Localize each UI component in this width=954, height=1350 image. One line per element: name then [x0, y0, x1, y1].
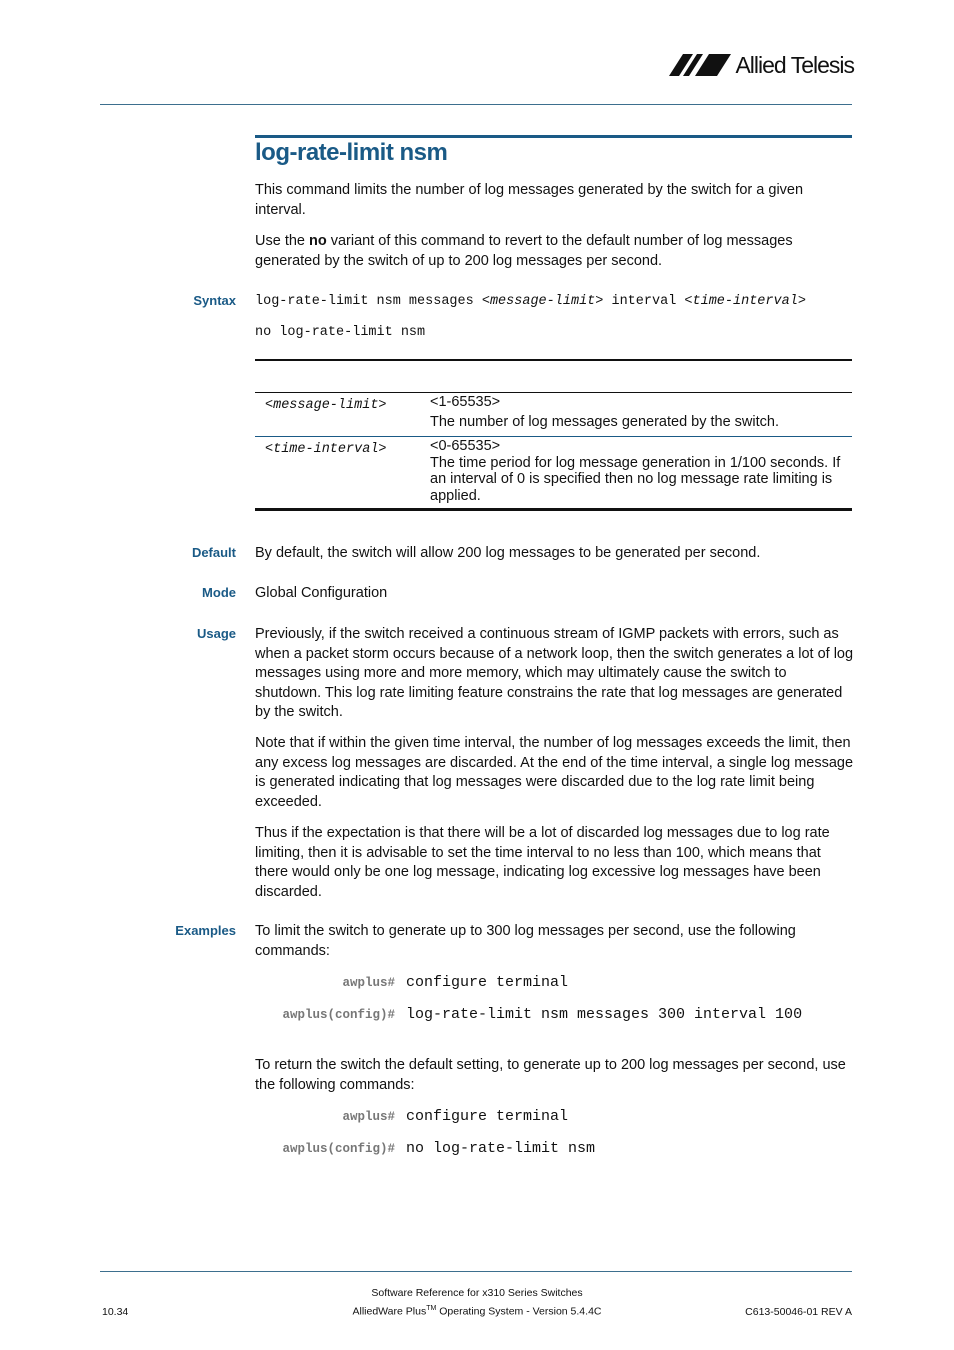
mode-label: Mode	[202, 585, 236, 600]
no-variant-pre: Use the	[255, 233, 309, 249]
examples-label: Examples	[175, 923, 236, 938]
allied-telesis-logo-mark-icon	[669, 54, 731, 76]
intro-paragraph: This command limits the number of log messages generated by the switch for a given interval.	[255, 182, 804, 218]
cli-prompt: awplus(config)#	[282, 1142, 395, 1156]
default-text: By default, the switch will allow 200 log messages to be generated per second.	[255, 545, 761, 561]
syntax-line-2: no log-rate-limit nsm	[255, 325, 426, 340]
param-name: <time-interval>	[265, 442, 387, 457]
syntax-label: Syntax	[193, 293, 236, 308]
cli-command: log-rate-limit nsm messages 300 interval 100	[406, 1006, 803, 1023]
page-number: 10.34	[102, 1306, 129, 1318]
footer-product-name: AlliedWare Plus	[352, 1305, 427, 1318]
syntax-part: >	[797, 294, 806, 309]
param-desc-text: The time period for log message generation in 1/100 seconds. If an interval of 0 is specified then no log message rate limiting is applied.	[430, 454, 841, 504]
no-variant-post: variant of this command to revert to the default number of log messages generated by the switch of up to 200 log messages per second.	[255, 233, 793, 269]
param-description	[430, 438, 852, 504]
footer-title: Software Reference for x310 Series Switches	[371, 1287, 583, 1299]
cli-prompt: awplus#	[342, 1110, 395, 1124]
title-rule	[255, 135, 852, 138]
usage-paragraph: Note that if within the given time interval, the number of log messages exceeds the limit, then any excess log messages are discarded. At the end of the time interval, a single log message is generated indicating that log messages were discarded due to the log rate limit being exceeded.	[255, 735, 854, 810]
footer-rule	[100, 1271, 852, 1272]
no-variant-paragraph	[255, 232, 855, 271]
param-table-row-rule	[255, 436, 852, 437]
param-desc-text: The number of log messages generated by the switch.	[430, 413, 779, 430]
syntax-param-time-interval: time-interval	[692, 294, 798, 309]
param-table-header-rule	[255, 392, 852, 393]
cli-prompt: awplus(config)#	[282, 1008, 395, 1022]
page-title: log-rate-limit nsm	[255, 139, 448, 166]
param-range: <0-65535>	[430, 438, 501, 454]
param-table-bottom-rule	[255, 508, 852, 511]
footer-trademark: TM	[426, 1305, 437, 1312]
cli-command: configure terminal	[406, 1108, 569, 1125]
cli-prompt: awplus#	[342, 976, 395, 990]
syntax-line-1	[255, 294, 806, 309]
document-id: C613-50046-01 REV A	[745, 1306, 852, 1318]
cli-command: no log-rate-limit nsm	[406, 1140, 596, 1157]
param-description	[430, 394, 852, 430]
mode-text: Global Configuration	[255, 585, 388, 601]
examples-intro: To limit the switch to generate up to 300 log messages per second, use the following commands:	[255, 923, 796, 959]
syntax-param-message-limit: message-limit	[489, 294, 596, 309]
examples-intro: To return the switch the default setting, to generate up to 200 log messages per second, use the following commands:	[255, 1057, 846, 1093]
default-label: Default	[191, 545, 236, 560]
usage-paragraph: Previously, if the switch received a continuous stream of IGMP packets with errors, such as when a packet storm occurs because of a network loop, then the switch generates a lot of log messages using more and more memory, which may ultimately cause the switch to shutdown. This log rate limiting feature constrains the rate that log messages are generated by the switch.	[255, 626, 854, 720]
syntax-part: > interval <	[595, 294, 693, 309]
cli-command: configure terminal	[406, 974, 569, 991]
logo-text: Allied Telesis	[735, 51, 854, 78]
header-rule	[100, 104, 852, 105]
usage-label: Usage	[196, 626, 236, 641]
usage-paragraph: Thus if the expectation is that there will be a lot of discarded log messages due to log rate limiting, then it is advisable to set the time interval to no less than 100, which means that there would only be one log message, indicating log excessive log messages have been discarded.	[255, 825, 830, 900]
allied-telesis-logo	[669, 50, 854, 80]
param-range: <1-65535>	[430, 394, 501, 410]
param-name: <message-limit>	[265, 398, 387, 413]
footer-version: Operating System - Version 5.4.4C	[436, 1305, 602, 1318]
syntax-part: log-rate-limit nsm messages <	[255, 294, 490, 309]
no-keyword: no	[309, 233, 327, 249]
param-table-top-rule	[255, 359, 852, 361]
